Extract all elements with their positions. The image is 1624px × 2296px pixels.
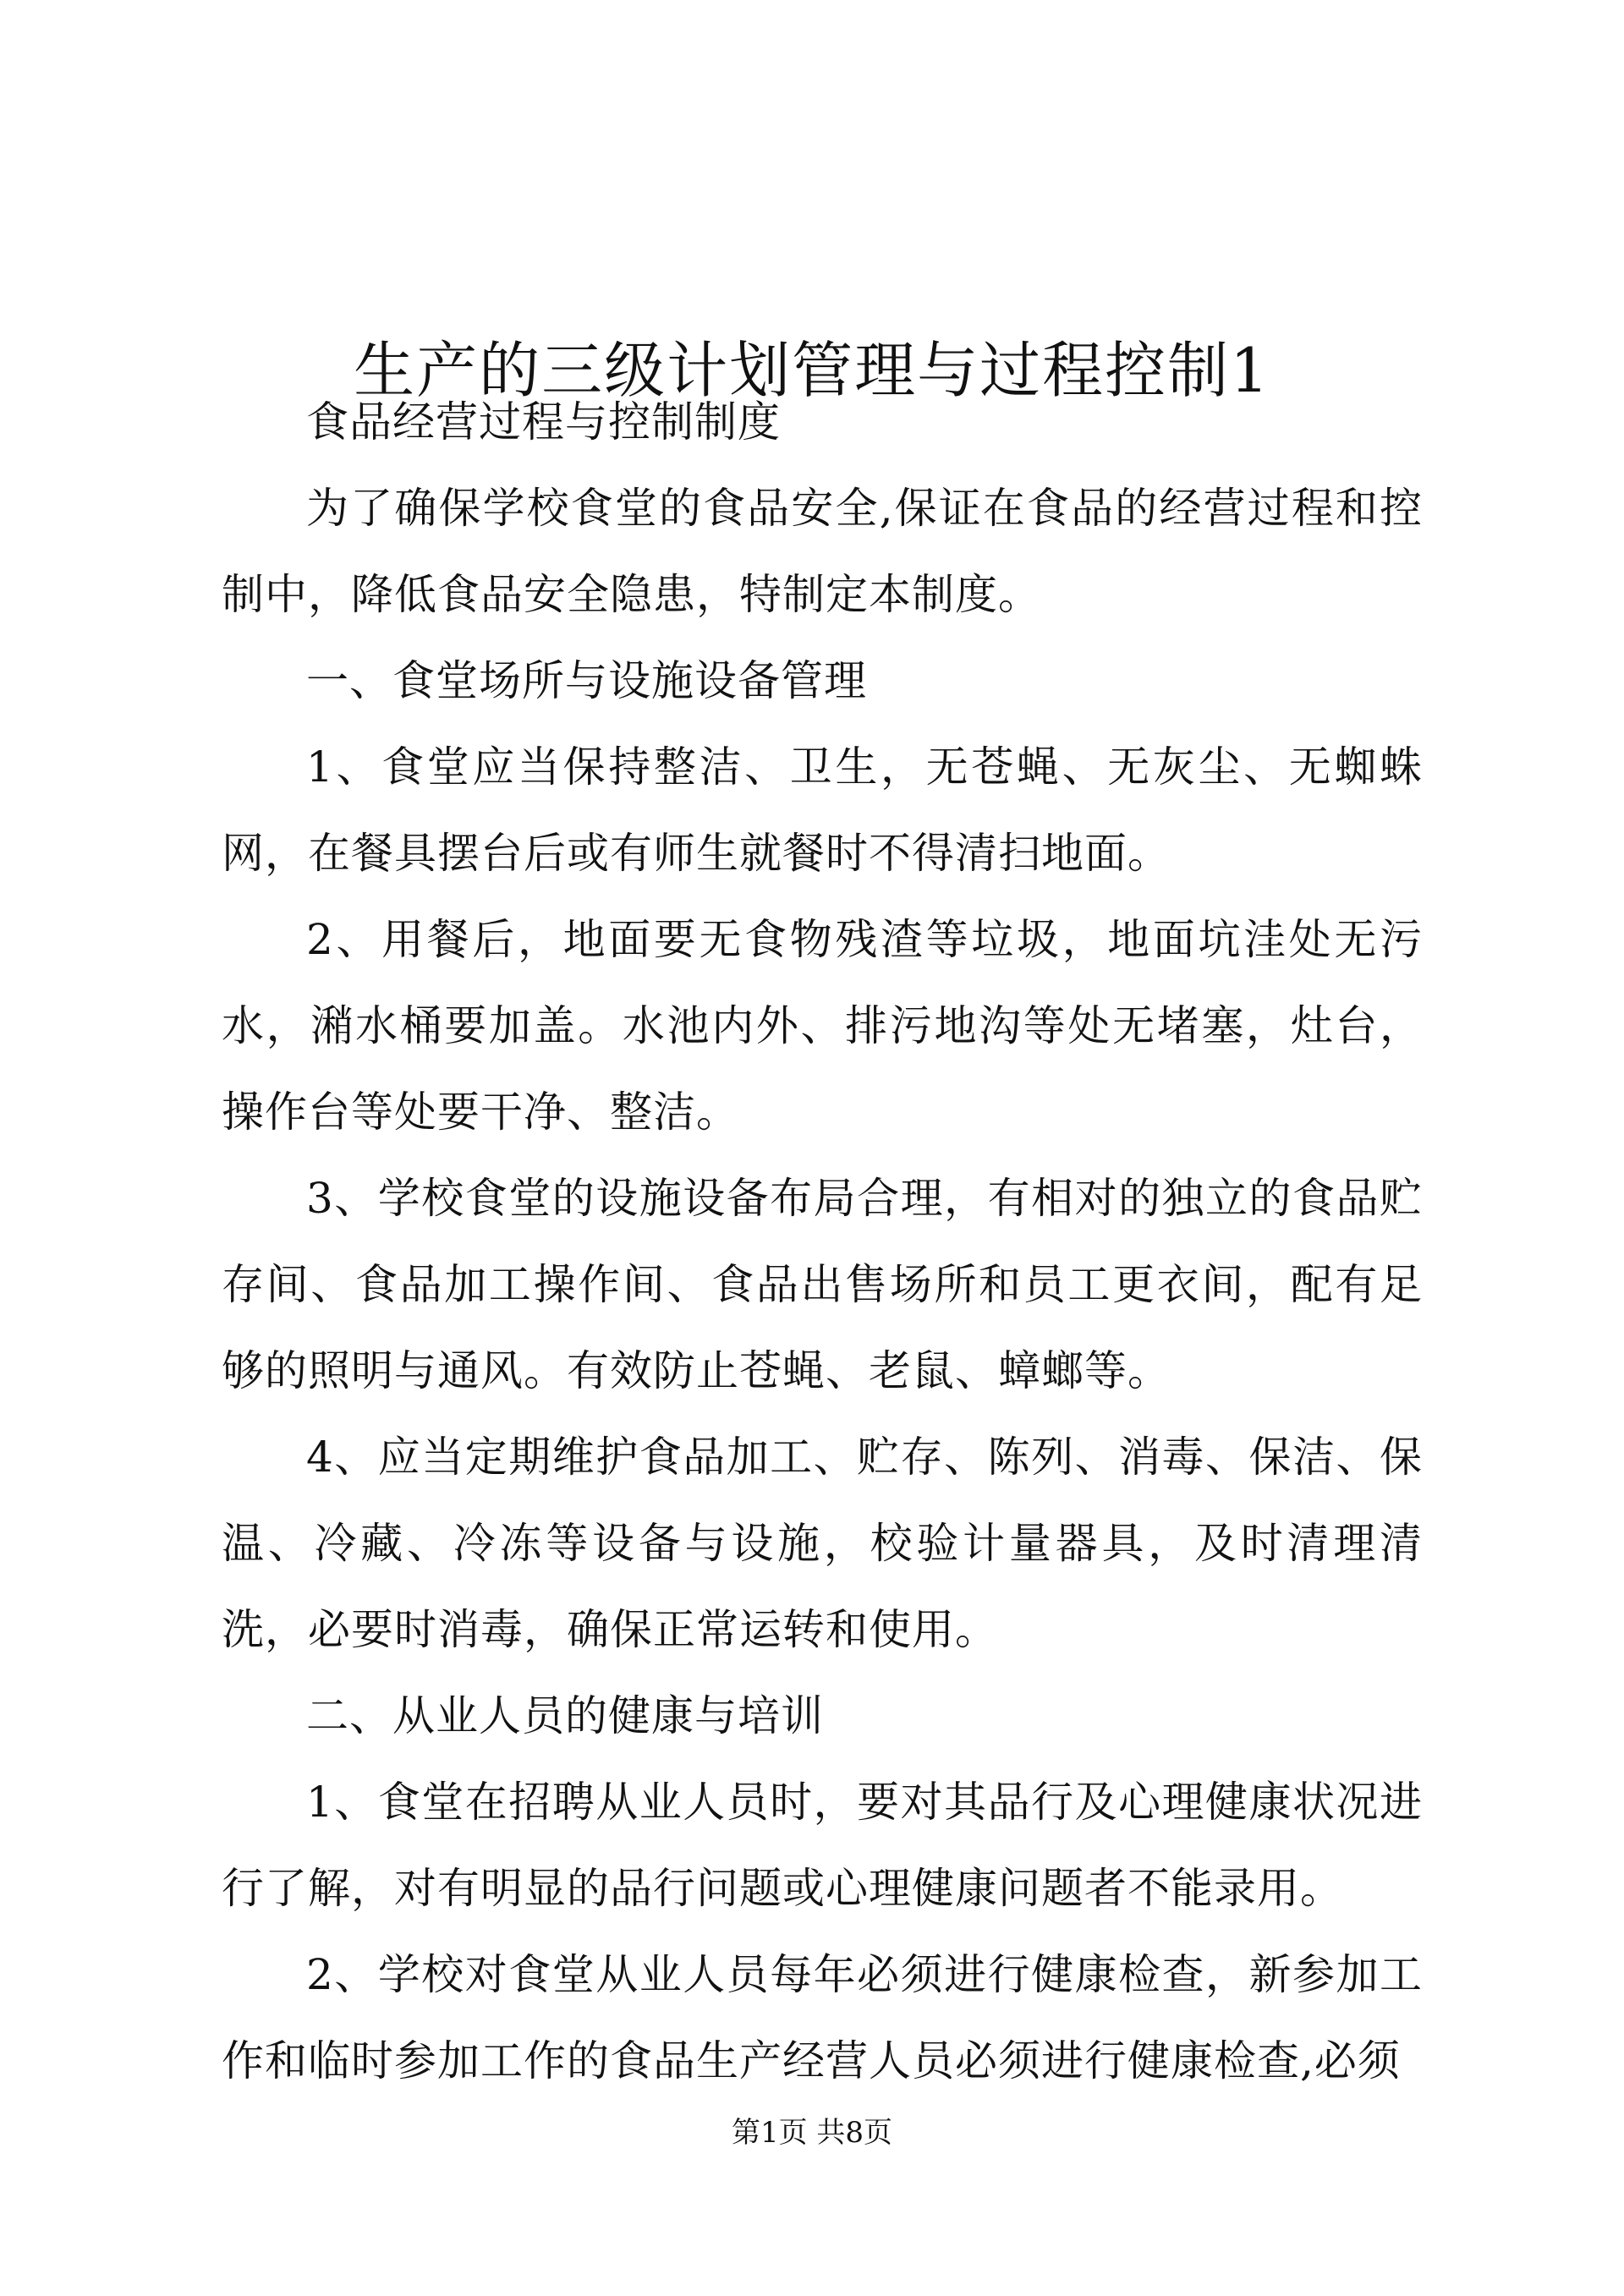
- document-title: 生产的三级计划管理与过程控制1: [354, 335, 1270, 407]
- paragraph-item: 3、学校食堂的设施设备布局合理，有相对的独立的食品贮存间、食品加工操作间、食品出售场所和员工更衣间，配有足够的照明与通风。有效防止苍蝇、老鼠、蟑螂等。: [222, 1174, 1423, 1395]
- document-body: [222, 379, 1423, 2104]
- paragraph-subtitle: 食品经营过程与控制制度: [306, 397, 781, 447]
- section-heading-facilities: 一、食堂场所与设施设备管理: [306, 656, 867, 705]
- paragraph-item: 2、学校对食堂从业人员每年必须进行健康检查，新参加工作和临时参加工作的食品生产经营人员必须进行健康检查,必须: [222, 1950, 1423, 2085]
- paragraph-item: 2、用餐后，地面要无食物残渣等垃圾，地面坑洼处无污水，潲水桶要加盖。水池内外、排污地沟等处无堵塞，灶台，操作台等处要干净、整洁。: [222, 915, 1423, 1137]
- section-heading-staff: 二、从业人员的健康与培训: [306, 1691, 824, 1740]
- paragraph-item: 4、应当定期维护食品加工、贮存、陈列、消毒、保洁、保温、冷藏、冷冻等设备与设施，校验计量器具，及时清理清洗，必要时消毒，确保正常运转和使用。: [222, 1433, 1423, 1654]
- paragraph-intro: 为了确保学校食堂的食品安全,保证在食品的经营过程和控制中，降低食品安全隐患，特制定本制度。: [222, 484, 1423, 619]
- paragraph-item: 1、食堂应当保持整洁、卫生，无苍蝇、无灰尘、无蜘蛛网，在餐具摆台后或有师生就餐时不得清扫地面。: [222, 743, 1423, 878]
- paragraph-item: 1、食堂在招聘从业人员时，要对其品行及心理健康状况进行了解，对有明显的品行问题或心理健康问题者不能录用。: [222, 1778, 1423, 1913]
- page-number-footer: 第1页 共8页: [731, 2116, 893, 2150]
